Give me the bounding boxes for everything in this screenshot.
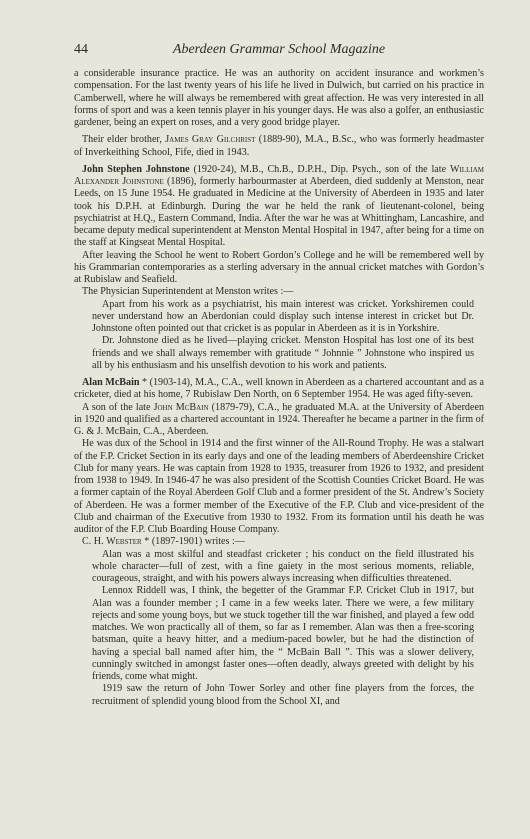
quotation: 1919 saw the return of John Tower Sorley and other fine players from the forces, the recruitment of splendid young blood from the School XI, and: [92, 683, 474, 707]
paragraph: a considerable insurance practice. He was an authority on accident insurance and workmen’s compensation. For the last twenty years of his life he lived in Dulwich, but carried on his practice in Camberwell, where he will always be remembered with great affection. He was very interested in all forms of sport and was a keen tennis player in his younger days. He was also a golfer, an enthusiastic gardener, being an expert on roses, and a very good bridge player.: [74, 68, 484, 128]
paragraph: The Physician Superintendent at Menston writes :—: [82, 286, 294, 298]
page-number: 44: [74, 42, 88, 57]
quotation: Alan was a most skilful and steadfast cricketer ; his conduct on the field illustrated his whole character—full of zest, with a fine gaiety in the most serious moments, reliable, courageous, straight, and with his powers always increasing when difficulties threatened.: [92, 548, 474, 584]
paragraph: Their elder brother, James Gray Gilchrist (1889-90), M.A., B.Sc., who was formerly headmaster of Inverkeithing School, Fife, died in 1943.: [74, 134, 485, 158]
quotation: Apart from his work as a psychiatrist, his main interest was cricket. Yorkshiremen could never understand how an Aberdonian could display such intense interest in cricket but Dr. Johnstone often pointed out that cricket is as popular in Aberdeen as it is in Yorkshire.: [92, 298, 474, 334]
person-name: William Alexander Johnstone: [74, 163, 484, 187]
paragraph: C. H. Webster * (1897-1901) writes :—: [82, 536, 245, 548]
person-name: John McBain: [153, 401, 209, 413]
person-name: Webster: [106, 536, 142, 548]
paragraph: A son of the late John McBain (1879-79), C.A., he graduated M.A. at the University of Aberdeen in 1920 and qualified as a chartered accountant in 1924. Thereafter he became a partner in the firm of G. & J. McBain, C.A., Aberdeen.: [74, 401, 484, 437]
obituary-name: John Stephen Johnstone: [82, 163, 190, 175]
paragraph: After leaving the School he went to Robert Gordon’s College and he will be remembered well by his Grammarian contemporaries as a sterling adversary in the annual cricket matches with Gordon’s at Rubislaw and Seafield.: [74, 249, 484, 285]
article-body: [74, 68, 484, 708]
paragraph: He was dux of the School in 1914 and the first winner of the All-Round Trophy. He was a stalwart of the F.P. Cricket Section in its early days and one of the leading members of Aberdeenshire Cricket Club for many years. He was captain from 1928 to 1935, treasurer from 1926 to 1932, and president from 1938 to 1949. In 1946-47 he was also president of the Scottish Counties Cricket Board. He was a former captain of the Royal Aberdeen Golf Club and a former president of the St. Andrew’s Society of Aberdeen. He was a former member of the Executive of the F.P. Club and vice-president of the Club and chairman of the Executive from 1930 to 1932. From its formation until his death he was auditor of the F.P. Club Boarding House Company.: [74, 438, 484, 535]
person-name: James Gray Gilchrist: [165, 134, 256, 146]
obituary-name: Alan McBain: [82, 377, 140, 388]
quotation: Dr. Johnstone died as he lived—playing cricket. Menston Hospital has lost one of its best friends and we shall always remember with gratitude “ Johnnie ” Johnstone who inspired us all by his enthusiasm and his unselfish devotion to his work and patients.: [92, 335, 474, 371]
obituary-entry: John Stephen Johnstone (1920-24), M.B., Ch.B., D.P.H., Dip. Psych., son of the late William Alexander Johnstone (1896), formerly harbourmaster at Aberdeen, died suddenly at Menston, near Leeds, on 15 June 1954. He graduated in Medicine at the University of Aberdeen in 1935 and later took his D.P.H. at Edinburgh. During the war he held the rank of lieutenant-colonel, being psychiatrist at H.Q., Eastern Command, India. After the war he was at Whittingham, Lancashire, and became deputy medical superintendent at Menston Mental Hospital in 1947, after being for a time on the staff at Kingseat Mental Hospital.: [74, 163, 484, 249]
quotation: Lennox Riddell was, I think, the begetter of the Grammar F.P. Cricket Club in 1917, but Alan was a founder member ; I came in a few weeks later. There we were, a few military rejects and some young boys, but we stuck together till the war finished, and played a few odd matches. We won practically all of them, so far as I remember. Alan was then a free-scoring batsman, quite a heavy hitter, and a medium-paced bowler, but he had the distinction of having a special ball named after him, the “ McBain Ball ”. This was a slower delivery, cunningly switched in amongst faster ones—often deadly, always greeted with delight by his friends, come what might.: [92, 585, 474, 682]
page-header: [74, 40, 484, 60]
obituary-entry: Alan McBain * (1903-14), M.A., C.A., well known in Aberdeen as a chartered accountant and as a cricketer, died at his home, 7 Rubislaw Den North, on 6 September 1954. He was aged fifty-seven.: [74, 377, 485, 401]
running-head: Aberdeen Grammar School Magazine: [172, 42, 386, 57]
